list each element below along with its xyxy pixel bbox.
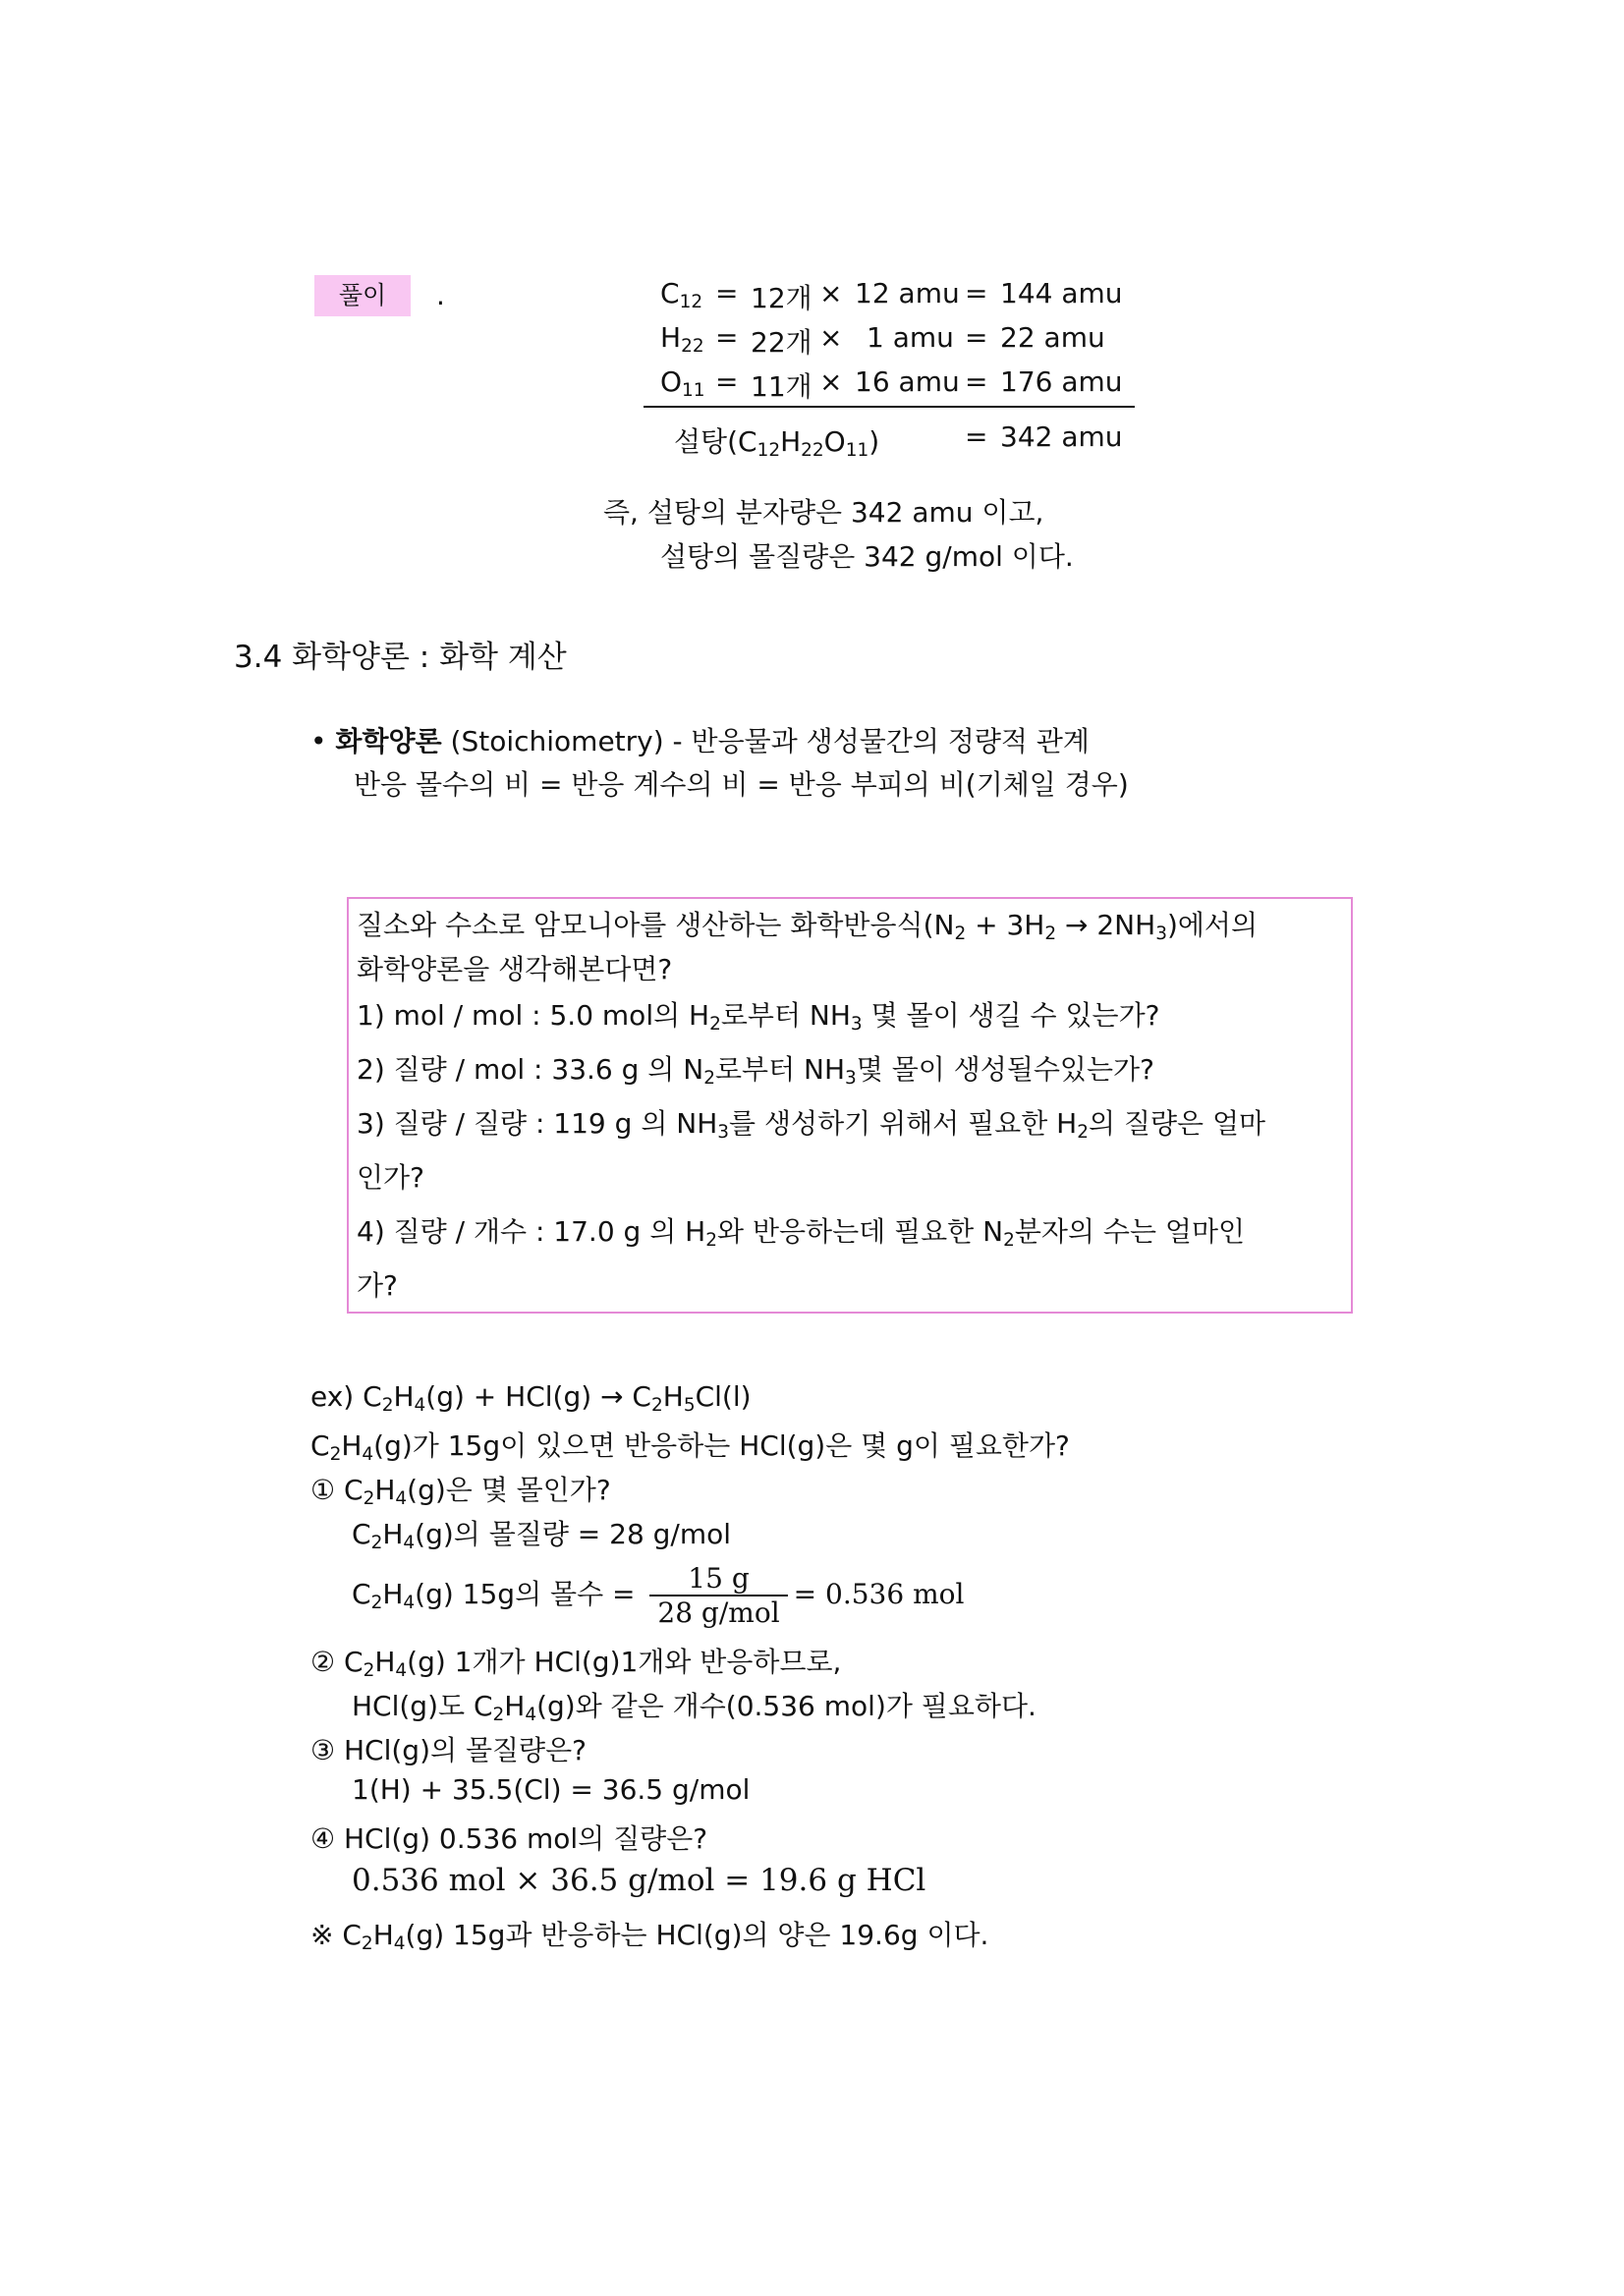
step-4-calc: 0.536 mol × 36.5 g/mol = 19.6 g HCl <box>352 1863 926 1898</box>
sucrose-total-eq: = <box>965 420 988 453</box>
atomic-mass: 1 amu <box>867 321 954 354</box>
conclusion-line-2: 설탕의 몰질량은 342 g/mol 이다. <box>660 540 1074 573</box>
atomic-mass: 16 amu <box>855 365 960 398</box>
element-symbol: $C_{12}$ <box>660 277 703 313</box>
example-equation: ex) $C_2H_4(g) + HCl(g) \to C_2H_5Cl(l)$ <box>310 1380 752 1417</box>
times-sign: × <box>819 321 843 354</box>
mole-fraction: $\frac{15 g}{\text{28 g/mol}}$ <box>649 1562 787 1629</box>
sucrose-total-result: 342 amu <box>1000 420 1123 453</box>
step-2: ② $C_2H_4(g)$ 1개가 HCl(g)1개와 반응하므로, <box>310 1646 842 1682</box>
problem-question-4-cont: 가? <box>357 1269 398 1302</box>
equals-sign: = <box>965 277 988 309</box>
times-sign: × <box>819 277 843 309</box>
answer-note: ※ $C_2H_4(g)$ 15g과 반응하는 HCl(g)의 양은 19.6g 이다. <box>310 1919 989 1955</box>
element-symbol: $O_{11}$ <box>660 365 705 402</box>
ratio-statement: 반응 몰수의 비 = 반응 계수의 비 = 반응 부피의 비(기체일 경우) <box>354 768 1129 801</box>
sum-rule <box>644 406 1135 408</box>
equals-sign: = <box>715 277 739 309</box>
step-1-molar-mass: $C_2H_4(g)$의 몰질량 = 28 g/mol <box>352 1518 732 1554</box>
atom-count: 22개 <box>751 326 812 359</box>
solution-badge: 풀이 <box>314 275 411 316</box>
atomic-mass: 12 amu <box>855 277 960 309</box>
problem-question-3: 3) 질량 / 질량 : 119 g 의 $NH_3$를 생성하기 위해서 필요한 $H_2$의 질량은 얼마 <box>357 1107 1266 1144</box>
problem-intro-line-2: 화학양론을 생각해본다면? <box>357 953 673 985</box>
atom-count: 11개 <box>751 370 812 403</box>
mass-result: 144 amu <box>1000 277 1123 309</box>
equals-sign: = <box>965 365 988 398</box>
step-4: ④ HCl(g) 0.536 mol의 질량은? <box>310 1822 708 1855</box>
step-1: ① $C_2H_4(g)$은 몇 몰인가? <box>310 1474 611 1510</box>
example-question: $C_2H_4(g)$가 15g이 있으면 반응하는 HCl(g)은 몇 g이 필요한가? <box>310 1429 1070 1466</box>
mass-result: 22 amu <box>1000 321 1105 354</box>
mass-result: 176 amu <box>1000 365 1123 398</box>
times-sign: × <box>819 365 843 398</box>
equals-sign: = <box>715 321 739 354</box>
equals-sign: = <box>965 321 988 354</box>
conclusion-line-1: 즉, 설탕의 분자량은 342 amu 이고, <box>603 496 1044 529</box>
problem-intro-line-1: 질소와 수소로 암모니아를 생산하는 화학반응식$(N_2 + 3H_2 \to 2NH_3)$에서의 <box>357 909 1259 945</box>
solution-dot: . <box>436 279 445 311</box>
problem-question-3-cont: 인가? <box>357 1161 424 1194</box>
atom-count: 12개 <box>751 282 812 314</box>
section-title: 3.4 화학양론 : 화학 계산 <box>234 640 567 675</box>
element-symbol: $H_{22}$ <box>660 321 704 358</box>
stoichiometry-definition: • 화학양론 (Stoichiometry) - 반응물과 생성물간의 정량적 관계 <box>310 725 1090 757</box>
sucrose-total-label: 설탕$(C_{12}H_{22}O_{11})$ <box>674 425 880 462</box>
step-3: ③ HCl(g)의 몰질량은? <box>310 1734 588 1766</box>
equals-sign: = <box>715 365 739 398</box>
problem-question-4: 4) 질량 / 개수 : 17.0 g 의 $H_2$와 반응하는데 필요한 $N_2$분자의 수는 얼마인 <box>357 1215 1246 1252</box>
problem-question-2: 2) 질량 / mol : 33.6 g 의 $N_2$로부터 $NH_3$몇 몰이 생성될수있는가? <box>357 1053 1154 1090</box>
step-1-mole-calc: $C_2H_4(g)$ 15g의 몰수 = $\frac{15 g}{\text{28 g/mol}}$ = 0.536 mol <box>352 1562 965 1629</box>
step-2-detail: HCl(g)도 $C_2H_4(g)$와 같은 개수(0.536 mol)가 필요하다. <box>352 1690 1036 1726</box>
step-3-detail: 1(H) + 35.5(Cl) = 36.5 g/mol <box>352 1773 751 1806</box>
problem-question-1: 1) mol / mol : 5.0 mol의 $H_2$로부터 $NH_3$ 몇 몰이 생길 수 있는가? <box>357 999 1160 1036</box>
